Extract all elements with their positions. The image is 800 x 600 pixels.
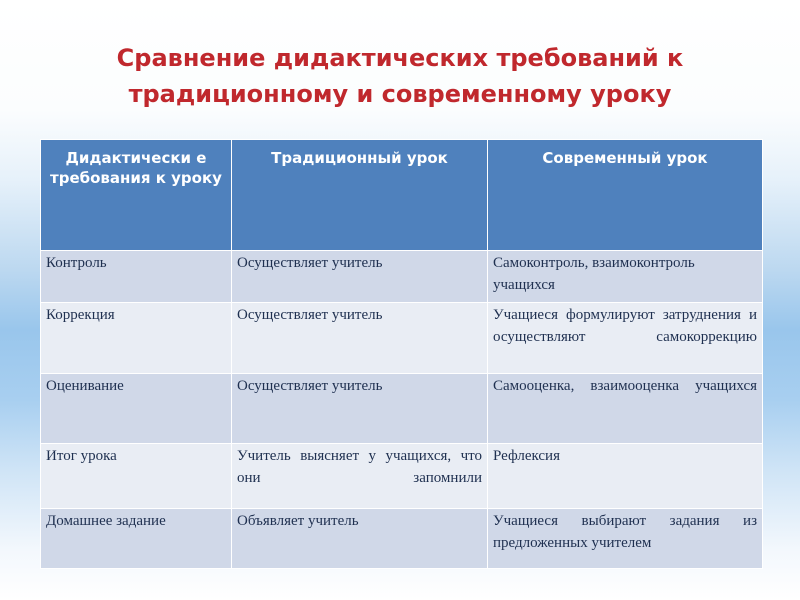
cell-modern: Учащиеся выбирают задания из предложенных учителем [488,509,763,569]
cell-traditional: Осуществляет учитель [232,374,488,444]
cell-requirement: Контроль [41,251,232,303]
cell-traditional: Объявляет учитель [232,509,488,569]
cell-traditional: Осуществляет учитель [232,303,488,374]
table-row [41,374,763,444]
slide-title-line-2: традиционному и современному уроку [128,80,672,108]
slide-title-line-1: Сравнение дидактических требований к [116,44,684,72]
cell-requirement: Коррекция [41,303,232,374]
comparison-table [40,139,763,569]
cell-traditional: Учитель выясняет у учащихся, что они запомнили [232,444,488,509]
table-row [41,251,763,303]
cell-traditional: Осуществляет учитель [232,251,488,303]
cell-modern: Рефлексия [488,444,763,509]
table-row [41,303,763,374]
table-row [41,509,763,569]
cell-modern: Учащиеся формулируют затруднения и осуществляют самокоррекцию [488,303,763,374]
cell-requirement: Оценивание [41,374,232,444]
cell-requirement: Домашнее задание [41,509,232,569]
header-modern-lesson: Современный урок [488,140,763,251]
cell-requirement: Итог урока [41,444,232,509]
table-row [41,444,763,509]
header-traditional-lesson: Традиционный урок [232,140,488,251]
cell-modern: Самооценка, взаимооценка учащихся [488,374,763,444]
cell-modern: Самоконтроль, взаимоконтроль учащихся [488,251,763,303]
header-requirements: Дидактически е требования к уроку [41,140,232,251]
slide-title [40,40,760,112]
table-header-row [41,140,763,251]
